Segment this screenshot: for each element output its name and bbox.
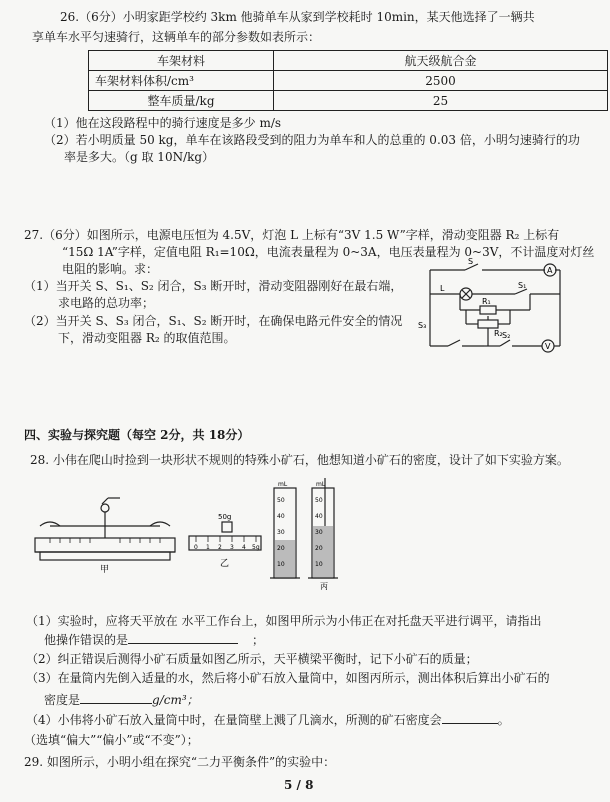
table-cell: 航天级航合金 (274, 51, 608, 71)
q28-sub2: （2）纠正错误后测得小矿石质量如图乙所示，天平横梁平衡时，记下小矿石的质量； (26, 652, 478, 666)
cylinder-tick: 10 (277, 561, 285, 568)
fig-yi-label: 乙 (220, 559, 230, 569)
q28-sub3b: 密度是 (44, 693, 81, 707)
cylinder-tick: 50 (315, 497, 323, 504)
fig-jia-label: 甲 (100, 565, 110, 575)
ammeter-label: A (547, 266, 553, 275)
cylinder-figure (270, 478, 350, 590)
q27-line2: “15Ω 1A”字样，定值电阻 R₁=10Ω，电流表量程为 0~3A，电压表量程为 0~3V，不计温度对灯丝 (62, 245, 595, 259)
page-number: 5 / 8 (284, 778, 314, 792)
q27-sub1a: （1）当开关 S、S₁、S₂ 闭合，S₃ 断开时，滑动变阻器刚好在最右端， (24, 279, 403, 293)
q26-line2: 享单车水平匀速骑行，这辆单车的部分参数如表所示： (32, 30, 321, 44)
circuit-diagram (410, 258, 570, 358)
ruler-tick: 3 (230, 544, 234, 551)
table-cell: 车架材料体积/cm³ (89, 71, 274, 91)
table-cell: 整车质量/kg (89, 91, 274, 111)
weight-label: 50g (218, 513, 232, 521)
q28-sub4-end: 。 (497, 713, 510, 727)
q27-sub1b: 求电路的总功率； (58, 296, 155, 310)
q28-sub3b-line (44, 692, 199, 708)
q28-line1: 28. 小伟在爬山时捡到一块形状不规则的特殊小矿石，他想知道小矿石的密度，设计了如下实验方案。 (30, 453, 569, 467)
weight-figure (186, 510, 266, 570)
q28-sub4-line (26, 712, 510, 728)
cylinder-tick: 40 (277, 513, 285, 520)
r1-label: R₁ (482, 297, 491, 306)
q28-sub3a: （3）在量筒内先倒入适量的水，然后将小矿石放入量筒中，如图丙所示，测出体积后算出小矿石的 (26, 671, 550, 685)
q26-sub2a: （2）若小明质量 50 kg，单车在该路段受到的阻力为单车和人的总重的 0.03 倍，小明匀速骑行的功 (44, 133, 580, 147)
ruler-tick: 1 (206, 544, 210, 551)
cylinder-tick: 20 (315, 545, 323, 552)
ml-label: mL (278, 481, 288, 488)
ruler-tick: 2 (218, 544, 222, 551)
cylinder-tick: 30 (315, 529, 323, 536)
q26-sub1: （1）他在这段路程中的骑行速度是多少 m/s (44, 116, 282, 130)
lamp-label: L (440, 284, 445, 293)
q28-sub4: （4）小伟将小矿石放入量筒中时，在量筒壁上溅了几滴水，所测的矿石密度会 (26, 713, 442, 727)
balance-figure (30, 490, 180, 575)
q27-line1: 27.（6分）如图所示，电源电压恒为 4.5V，灯泡 L 上标有“3V 1.5 W”字样，滑动变阻器 R₂ 上标有 (24, 228, 560, 242)
fig-bing-label: 丙 (320, 582, 328, 590)
q28-sub1a: （1）实验时，应将天平放在 水平工作台上，如图甲所示为小伟正在对托盘天平进行调平，请指出 (26, 614, 542, 628)
q27-sub2b: 下，滑动变阻器 R₂ 的取值范围。 (58, 331, 236, 345)
q26-sub2b: 率是多大。（g 取 10N/kg） (64, 150, 215, 164)
switch-s1-label: S₁ (518, 281, 527, 290)
answer-blank[interactable] (128, 632, 238, 644)
ml-label: mL (316, 481, 326, 488)
ruler-tick: 0 (194, 544, 198, 551)
table-row (89, 51, 608, 71)
ruler-tick: 5g (252, 544, 260, 551)
cylinder-tick: 30 (277, 529, 285, 536)
bike-spec-table (88, 50, 608, 111)
q27-sub2a: （2）当开关 S、S₃ 闭合，S₁、S₂ 断开时，在确保电路元件安全的情况 (24, 314, 403, 328)
q28-sub3b-unit: g/cm³； (152, 693, 199, 707)
answer-blank[interactable] (442, 712, 498, 724)
q26-line1: 26.（6分）小明家距学校约 3km 他骑单车从家到学校耗时 10min，某天他选择了一辆共 (60, 10, 535, 24)
voltmeter-label: V (545, 342, 551, 351)
switch-s3-label: S₃ (418, 321, 427, 330)
q27-line3: 电阻的影响。求： (62, 262, 159, 276)
q28-sub1b: 他操作错误的是 (44, 633, 129, 647)
cylinder-tick: 20 (277, 545, 285, 552)
ruler-tick: 4 (242, 544, 246, 551)
q28-choice: （选填“偏大”“偏小”或“不变”）； (24, 733, 199, 747)
q28-sub1b-end: ； (252, 633, 265, 647)
table-cell: 2500 (274, 71, 608, 91)
switch-s-label: S (468, 258, 474, 266)
table-cell: 车架材料 (89, 51, 274, 71)
q29-line1: 29. 如图所示，小明小组在探究“二力平衡条件”的实验中： (24, 755, 336, 769)
table-cell: 25 (274, 91, 608, 111)
q28-sub1b-line (44, 632, 264, 648)
table-row (89, 91, 608, 111)
r2-label: R₂ (494, 329, 503, 338)
cylinder-tick: 10 (315, 561, 323, 568)
answer-blank[interactable] (80, 692, 152, 704)
switch-s2-label: S₂ (502, 331, 511, 340)
cylinder-tick: 40 (315, 513, 323, 520)
table-row (89, 71, 608, 91)
cylinder-tick: 50 (277, 497, 285, 504)
section4-heading: 四、实验与探究题（每空 2分，共 18分） (24, 428, 250, 442)
